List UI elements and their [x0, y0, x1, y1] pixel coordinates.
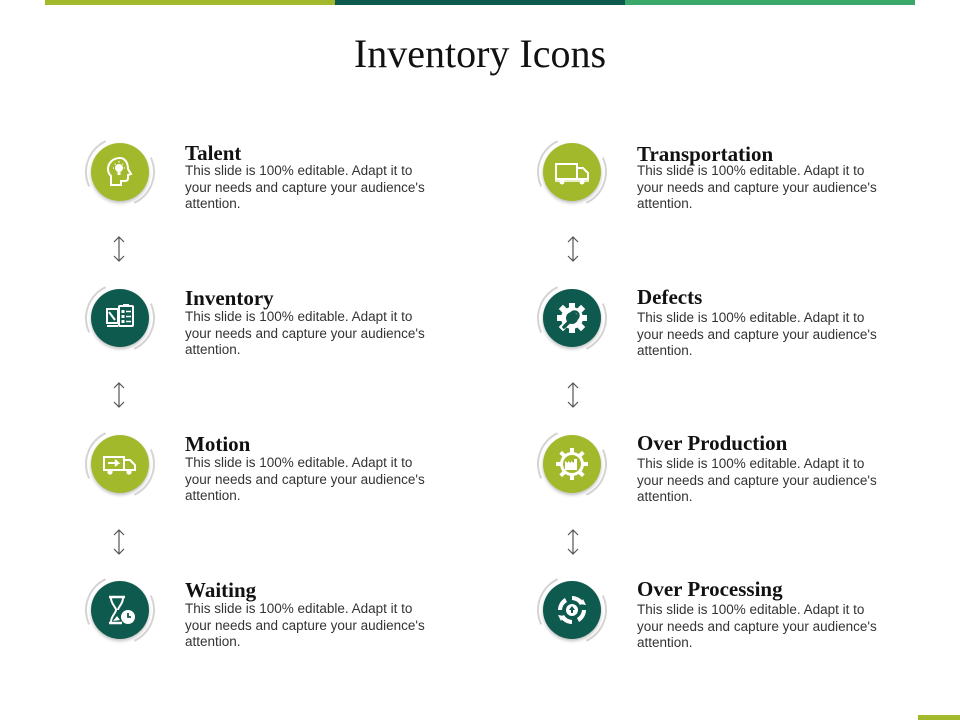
item-title: Over Processing [637, 577, 783, 601]
top-accent-bar-light-green [625, 0, 915, 5]
top-accent-bar-green [45, 0, 335, 5]
gear-cycle-icon [543, 581, 601, 639]
gear-factory-icon [543, 435, 601, 493]
top-accent-bar-teal [335, 0, 625, 5]
item-description: This slide is 100% editable. Adapt it to your needs and capture your audience's attention. [637, 163, 877, 211]
corner-accent-bar [918, 715, 960, 720]
item-title: Talent [185, 141, 242, 165]
item-description: This slide is 100% editable. Adapt it to your needs and capture your audience's attention. [185, 455, 425, 503]
truck-icon [543, 143, 601, 201]
item-description: This slide is 100% editable. Adapt it to your needs and capture your audience's attention. [185, 163, 425, 211]
item-description: This slide is 100% editable. Adapt it to your needs and capture your audience's attention. [185, 601, 425, 649]
item-description: This slide is 100% editable. Adapt it to your needs and capture your audience's attention. [637, 310, 877, 358]
double-arrow-connector-icon [112, 235, 126, 263]
hourglass-clock-icon [91, 581, 149, 639]
page-title: Inventory Icons [353, 31, 607, 76]
item-title: Over Production [637, 431, 788, 455]
double-arrow-connector-icon [566, 235, 580, 263]
item-title: Motion [185, 432, 251, 456]
item-title: Inventory [185, 286, 274, 310]
head-lightbulb-icon [91, 143, 149, 201]
delivery-truck-icon [91, 435, 149, 493]
item-title: Defects [637, 285, 703, 309]
item-description: This slide is 100% editable. Adapt it to your needs and capture your audience's attention. [637, 456, 877, 504]
double-arrow-connector-icon [566, 528, 580, 556]
checklist-board-icon [91, 289, 149, 347]
gear-wrench-icon [543, 289, 601, 347]
double-arrow-connector-icon [112, 381, 126, 409]
item-title: Waiting [185, 578, 257, 602]
double-arrow-connector-icon [112, 528, 126, 556]
item-title: Transportation [637, 142, 774, 166]
double-arrow-connector-icon [566, 381, 580, 409]
item-description: This slide is 100% editable. Adapt it to your needs and capture your audience's attention. [637, 602, 877, 650]
item-description: This slide is 100% editable. Adapt it to your needs and capture your audience's attention. [185, 309, 425, 357]
